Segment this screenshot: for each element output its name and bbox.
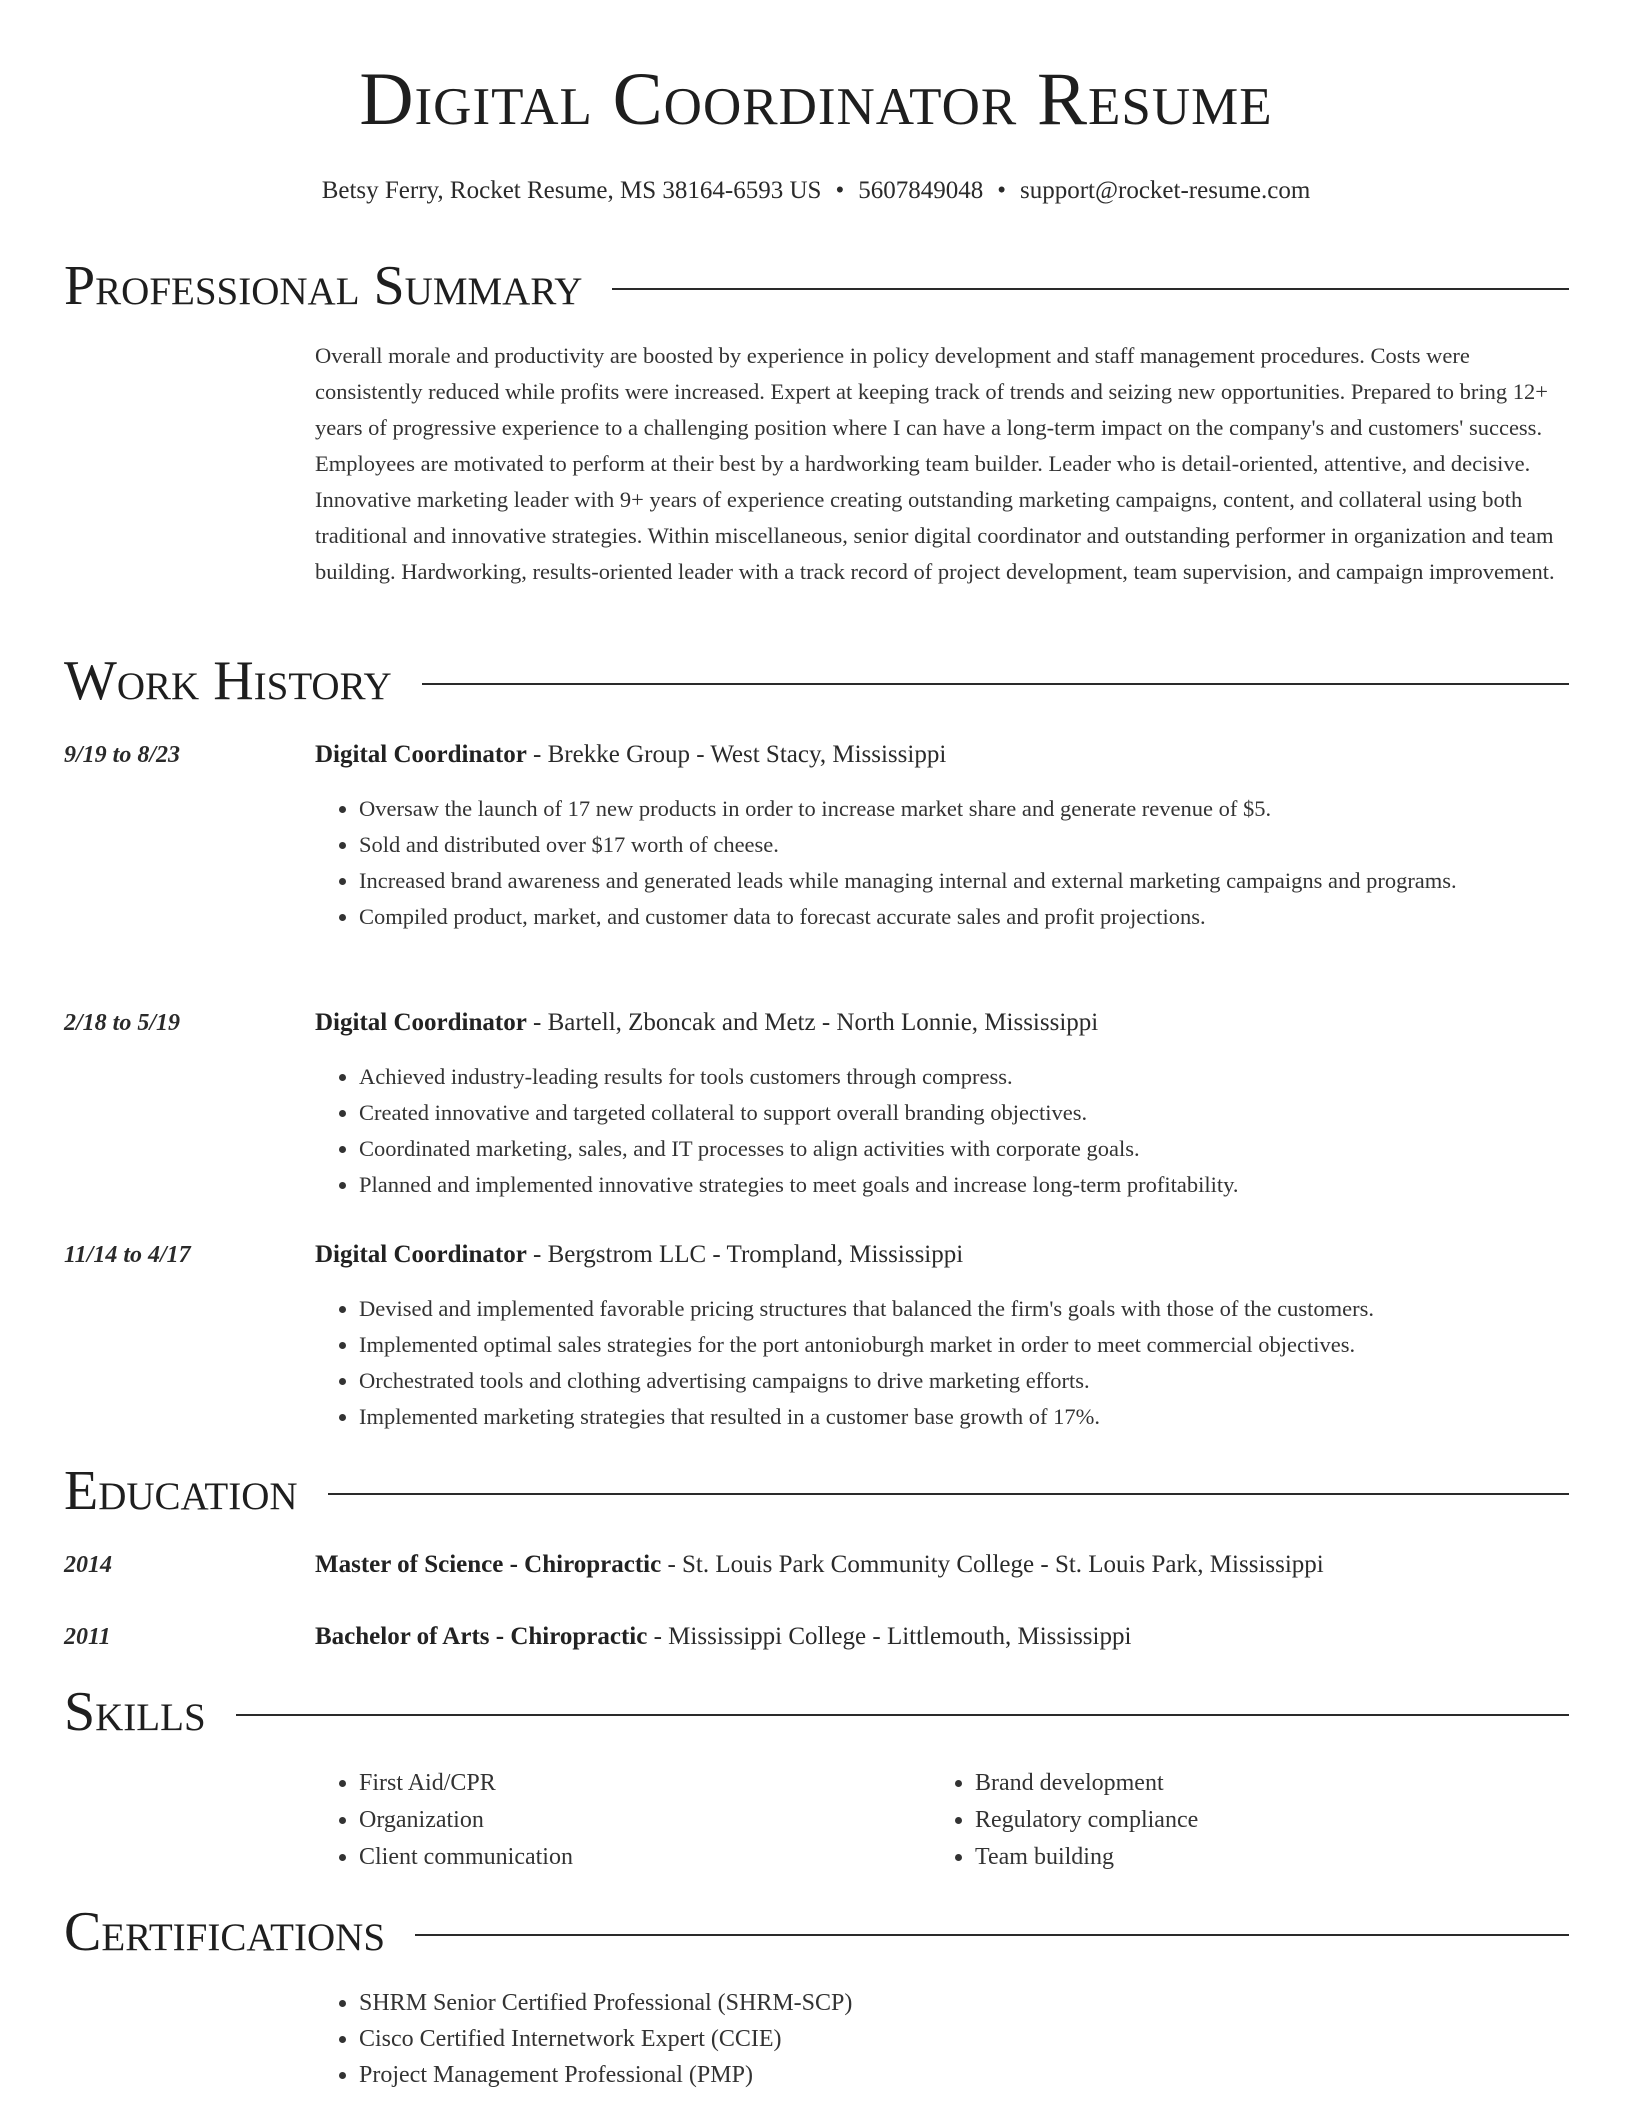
- work-history-heading: Work History: [64, 650, 392, 712]
- section-divider: [612, 288, 1569, 290]
- skill-item: • Regulatory compliance: [975, 1802, 1575, 1839]
- skills-list-left: [315, 1765, 919, 1876]
- skills-section-header: [64, 1680, 1569, 1744]
- education-degree: Bachelor of Arts - Chiropractic: [315, 1623, 648, 1650]
- certifications-list: [315, 1985, 1571, 2093]
- job-bullets: [315, 791, 1571, 935]
- skills-heading: Skills: [64, 1681, 206, 1743]
- job-bullet: • Oversaw the launch of 17 new products in order to increase market share and generate revenue of $5.: [359, 791, 1571, 827]
- job-title: Digital Coordinator: [315, 1241, 527, 1268]
- education-details: - St. Louis Park Community College - St. Louis Park, Mississippi: [661, 1551, 1324, 1578]
- job-bullet: • Sold and distributed over $17 worth of cheese.: [359, 827, 1571, 863]
- job-dates: 2/18 to 5/19: [64, 1010, 181, 1036]
- job-details: - Brekke Group - West Stacy, Mississippi: [526, 741, 947, 768]
- education-details: - Mississippi College - Littlemouth, Mississippi: [647, 1623, 1132, 1650]
- job-heading: [315, 1008, 1098, 1038]
- skill-item: • First Aid/CPR: [359, 1765, 919, 1802]
- contact-phone: 5607849048: [858, 177, 984, 204]
- education-entry: [315, 1622, 1131, 1652]
- contact-separator: •: [997, 177, 1006, 204]
- education-section-header: [64, 1459, 1569, 1523]
- certifications-section-header: [64, 1900, 1569, 1964]
- job-bullet: • Created innovative and targeted collateral to support overall branding objectives.: [359, 1095, 1571, 1131]
- job-heading: [315, 740, 946, 770]
- job-dates: 11/14 to 4/17: [64, 1242, 191, 1268]
- job-bullets: [315, 1059, 1571, 1203]
- job-bullet: • Achieved industry-leading results for tools customers through compress.: [359, 1059, 1571, 1095]
- summary-text: Overall morale and productivity are boosted by experience in policy development and staff management procedures. Costs were consistently reduced while profits were increased. Expert at keeping track of trends and seizing new opportunities. Prepared to bring 12+ years of progressive experience to a challenging position where I can have a long-term impact on the company's and customers' success. Employees are motivated to perform at their best by a hardworking team builder. Leader who is detail-oriented, attentive, and decisive. Innovative marketing leader with 9+ years of experience creating outstanding marketing campaigns, content, and collateral using both traditional and innovative strategies. Within miscellaneous, senior digital coordinator and outstanding performer in organization and team building. Hardworking, results-oriented leader with a track record of project development, team supervision, and campaign improvement.: [315, 343, 1555, 584]
- section-divider: [236, 1714, 1569, 1716]
- job-title: Digital Coordinator: [315, 741, 527, 768]
- certifications-heading: Certifications: [64, 1901, 386, 1963]
- summary-heading: Professional Summary: [64, 255, 583, 317]
- skills-list-right: [931, 1765, 1575, 1876]
- education-year: 2011: [64, 1624, 111, 1650]
- certification-item: • Project Management Professional (PMP): [359, 2057, 1571, 2093]
- job-bullet: • Implemented optimal sales strategies for the port antonioburgh market in order to meet commercial objectives.: [359, 1327, 1571, 1363]
- section-divider: [415, 1934, 1569, 1936]
- education-year: 2014: [64, 1552, 112, 1578]
- job-bullet: • Implemented marketing strategies that resulted in a customer base growth of 17%.: [359, 1399, 1571, 1435]
- job-dates: 9/19 to 8/23: [64, 742, 181, 768]
- skill-item: • Team building: [975, 1839, 1575, 1876]
- job-bullet: • Increased brand awareness and generated leads while managing internal and external marketing campaigns and programs.: [359, 863, 1571, 899]
- education-heading: Education: [64, 1460, 298, 1522]
- contact-line: [0, 176, 1632, 206]
- job-bullet: • Coordinated marketing, sales, and IT processes to align activities with corporate goals.: [359, 1131, 1571, 1167]
- job-details: - Bartell, Zboncak and Metz - North Lonnie, Mississippi: [526, 1009, 1099, 1036]
- resume-title: Digital Coordinator Resume: [359, 58, 1273, 141]
- skill-item: • Organization: [359, 1802, 919, 1839]
- section-divider: [328, 1493, 1569, 1495]
- job-heading: [315, 1240, 963, 1270]
- certification-item: • Cisco Certified Internetwork Expert (CCIE): [359, 2021, 1571, 2057]
- contact-address: Betsy Ferry, Rocket Resume, MS 38164-6593 US: [321, 177, 822, 204]
- skill-item: • Brand development: [975, 1765, 1575, 1802]
- education-degree: Master of Science - Chiropractic: [315, 1551, 662, 1578]
- education-entry: [315, 1550, 1324, 1580]
- contact-separator: •: [835, 177, 845, 204]
- job-bullet: • Devised and implemented favorable pricing structures that balanced the firm's goals with those of the customers.: [359, 1291, 1571, 1327]
- work-history-section-header: [64, 649, 1569, 713]
- job-bullet: • Orchestrated tools and clothing advertising campaigns to drive marketing efforts.: [359, 1363, 1571, 1399]
- job-title: Digital Coordinator: [315, 1009, 527, 1036]
- skill-item: • Client communication: [359, 1839, 919, 1876]
- contact-email: support@rocket-resume.com: [1019, 177, 1311, 204]
- job-details: - Bergstrom LLC - Trompland, Mississippi: [526, 1241, 964, 1268]
- summary-section-header: [64, 254, 1569, 318]
- section-divider: [422, 683, 1569, 685]
- certification-item: • SHRM Senior Certified Professional (SHRM-SCP): [359, 1985, 1571, 2021]
- job-bullets: [315, 1291, 1571, 1435]
- job-bullet: • Planned and implemented innovative strategies to meet goals and increase long-term profitability.: [359, 1167, 1571, 1203]
- job-bullet: • Compiled product, market, and customer data to forecast accurate sales and profit projections.: [359, 899, 1571, 935]
